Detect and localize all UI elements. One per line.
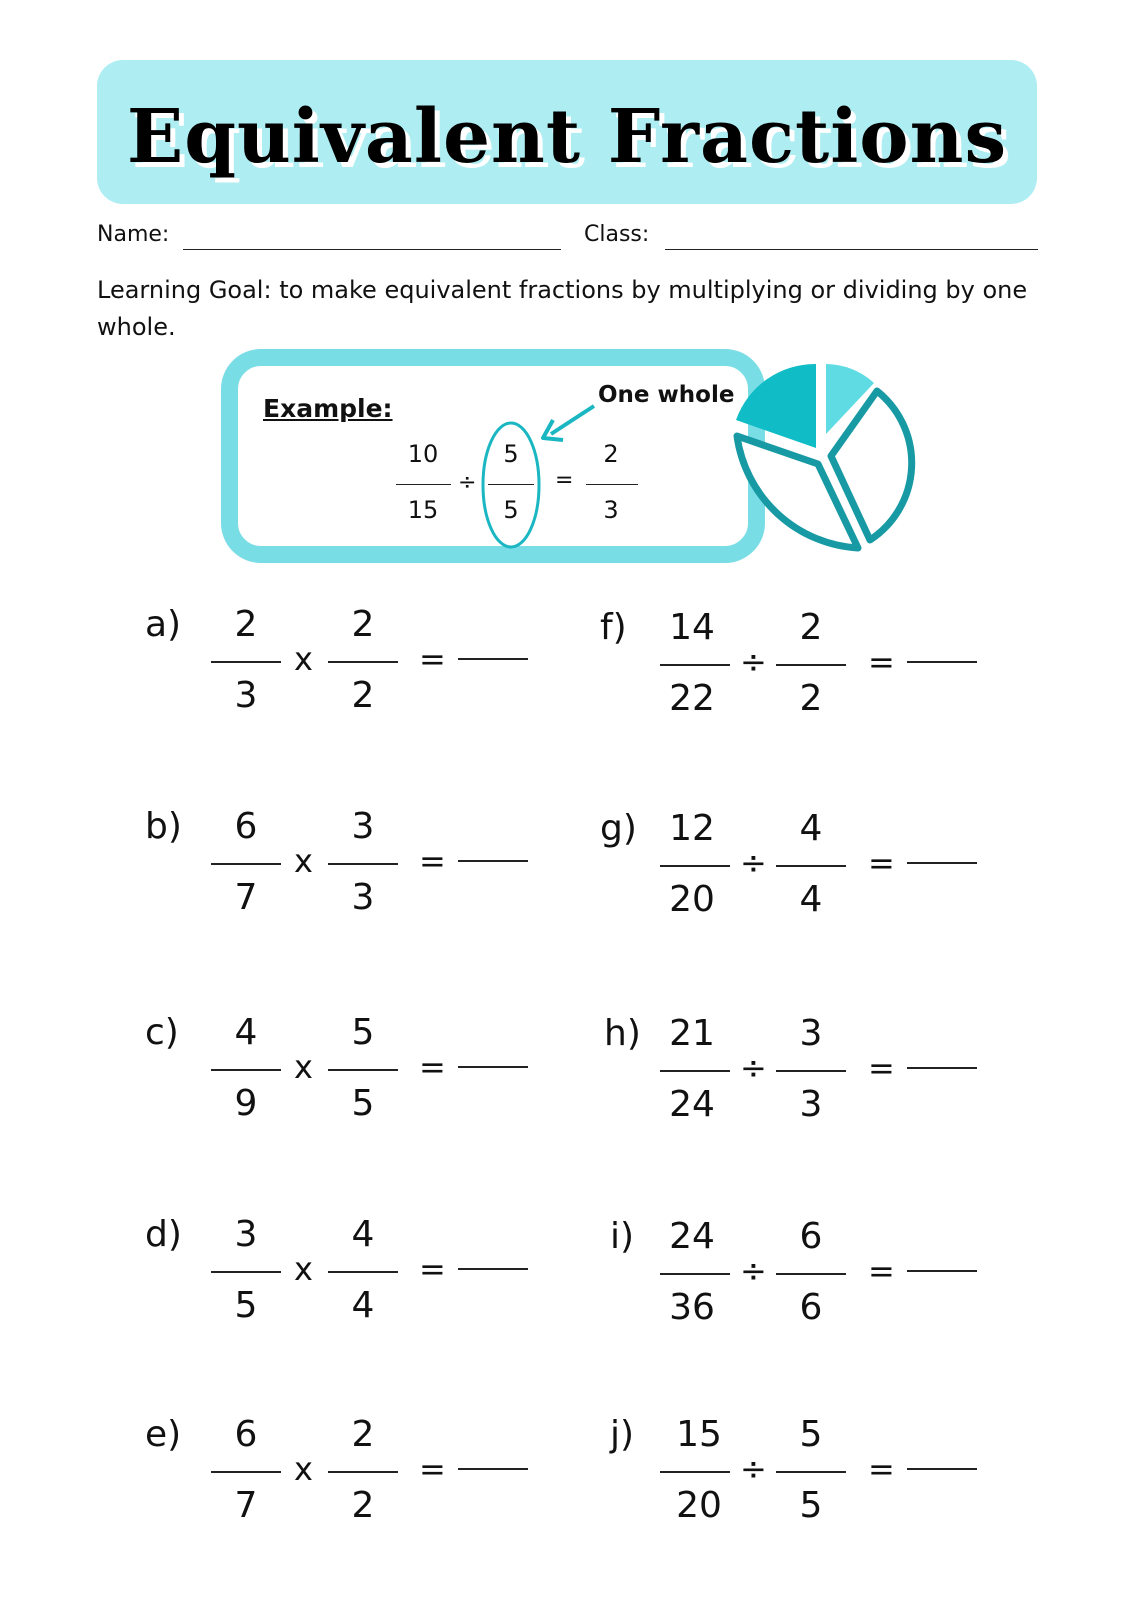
answer-line[interactable]	[458, 860, 528, 862]
problem-denominator-2: 2	[351, 675, 375, 716]
fraction-bar	[776, 1273, 846, 1275]
problem-operator: ÷	[740, 1252, 767, 1290]
fraction-bar	[776, 1471, 846, 1473]
arrow-icon	[543, 406, 594, 440]
learning-goal: Learning Goal: to make equivalent fractions by multiplying or dividing by one whole.	[97, 276, 1028, 341]
problem-numerator-1: 24	[669, 1216, 715, 1257]
problem-denominator-2: 6	[799, 1287, 823, 1328]
class-label: Class:	[584, 222, 650, 247]
example-fraction-bar	[396, 484, 451, 485]
problem-operator: ÷	[740, 643, 767, 681]
problem-numerator-2: 2	[351, 1414, 375, 1455]
fraction-bar	[211, 661, 281, 663]
problem-letter: f)	[600, 607, 627, 648]
problem-denominator-1: 3	[234, 675, 258, 716]
problem-denominator-2: 3	[351, 877, 375, 918]
problem-operator: ÷	[740, 1049, 767, 1087]
problem-numerator-1: 21	[669, 1013, 715, 1054]
problem-numerator-2: 6	[799, 1216, 823, 1257]
problem-denominator-2: 2	[351, 1485, 375, 1526]
problem-denominator-1: 9	[234, 1083, 258, 1124]
problem-equals: =	[419, 1048, 446, 1086]
problem-numerator-2: 2	[351, 604, 375, 645]
problem-numerator-1: 6	[234, 1414, 258, 1455]
problem-letter: g)	[600, 808, 637, 849]
problem-denominator-2: 5	[799, 1485, 823, 1526]
problem-numerator-2: 3	[351, 806, 375, 847]
problem-equals: =	[868, 643, 895, 681]
problem-operator: x	[294, 1250, 313, 1288]
fraction-bar	[660, 1471, 730, 1473]
problem-numerator-2: 5	[799, 1414, 823, 1455]
problem-denominator-1: 22	[669, 678, 715, 719]
example-numerator-2: 5	[503, 440, 519, 468]
example-numerator-1: 10	[407, 440, 439, 468]
problem-denominator-1: 20	[669, 879, 715, 920]
pie-chart-icon	[736, 364, 912, 548]
answer-line[interactable]	[458, 658, 528, 660]
fraction-bar	[328, 1069, 398, 1071]
problem-equals: =	[868, 1450, 895, 1488]
problem-operator: x	[294, 1450, 313, 1488]
example-fraction-bar	[586, 484, 638, 485]
fraction-bar	[660, 865, 730, 867]
problem-letter: h)	[604, 1013, 641, 1054]
problem-letter: j)	[610, 1414, 635, 1455]
problem-letter: a)	[145, 604, 182, 645]
problem-denominator-1: 7	[234, 1485, 258, 1526]
answer-line[interactable]	[907, 661, 977, 663]
example-result-numerator: 2	[603, 440, 619, 468]
fraction-bar	[211, 1271, 281, 1273]
problem-denominator-1: 7	[234, 877, 258, 918]
fraction-bar	[211, 863, 281, 865]
problem-equals: =	[419, 640, 446, 678]
problem-equals: =	[419, 1450, 446, 1488]
answer-line[interactable]	[907, 1067, 977, 1069]
problem-letter: d)	[145, 1214, 182, 1255]
problem-numerator-1: 6	[234, 806, 258, 847]
fraction-bar	[211, 1471, 281, 1473]
answer-line[interactable]	[458, 1268, 528, 1270]
fraction-bar	[776, 865, 846, 867]
problem-numerator-1: 15	[676, 1414, 722, 1455]
example-fraction-bar	[488, 484, 534, 485]
problem-equals: =	[419, 1250, 446, 1288]
problem-numerator-2: 4	[351, 1214, 375, 1255]
fraction-bar	[660, 664, 730, 666]
problem-equals: =	[419, 842, 446, 880]
problem-denominator-1: 36	[669, 1287, 715, 1328]
problem-numerator-2: 5	[351, 1012, 375, 1053]
example-operator: ÷	[458, 470, 477, 495]
answer-line[interactable]	[458, 1468, 528, 1470]
problem-numerator-2: 2	[799, 607, 823, 648]
example-denominator-2: 5	[503, 496, 519, 524]
fraction-bar	[328, 863, 398, 865]
problem-numerator-1: 14	[669, 607, 715, 648]
problem-letter: c)	[145, 1012, 179, 1053]
problem-equals: =	[868, 1049, 895, 1087]
problem-numerator-1: 4	[234, 1012, 258, 1053]
name-label: Name:	[97, 222, 170, 247]
problem-denominator-2: 5	[351, 1083, 375, 1124]
problem-numerator-1: 3	[234, 1214, 258, 1255]
problem-equals: =	[868, 1252, 895, 1290]
problem-equals: =	[868, 844, 895, 882]
problem-letter: b)	[145, 806, 182, 847]
fraction-bar	[328, 661, 398, 663]
problem-numerator-2: 3	[799, 1013, 823, 1054]
problem-denominator-2: 3	[799, 1084, 823, 1125]
problem-operator: ÷	[740, 1450, 767, 1488]
problem-denominator-2: 4	[351, 1285, 375, 1326]
fraction-bar	[660, 1070, 730, 1072]
problem-denominator-1: 24	[669, 1084, 715, 1125]
fraction-bar	[776, 664, 846, 666]
answer-line[interactable]	[907, 1468, 977, 1470]
problem-denominator-2: 4	[799, 879, 823, 920]
problem-numerator-1: 12	[669, 808, 715, 849]
answer-line[interactable]	[907, 1270, 977, 1272]
fraction-bar	[211, 1069, 281, 1071]
example-label: Example:	[263, 394, 393, 423]
example-equals: =	[555, 468, 574, 493]
problem-numerator-1: 2	[234, 604, 258, 645]
problem-operator: x	[294, 1048, 313, 1086]
problem-denominator-1: 20	[676, 1485, 722, 1526]
problem-letter: i)	[610, 1216, 635, 1257]
answer-line[interactable]	[458, 1066, 528, 1068]
problem-denominator-1: 5	[234, 1285, 258, 1326]
fraction-bar	[776, 1070, 846, 1072]
problem-denominator-2: 2	[799, 678, 823, 719]
problem-letter: e)	[145, 1414, 182, 1455]
example-result-denominator: 3	[603, 496, 619, 524]
fraction-bar	[328, 1271, 398, 1273]
page-title: Equivalent Fractions	[126, 94, 1008, 180]
problem-operator: x	[294, 842, 313, 880]
fraction-bar	[660, 1273, 730, 1275]
fraction-bar	[328, 1471, 398, 1473]
problem-numerator-2: 4	[799, 808, 823, 849]
one-whole-annotation: One whole	[598, 382, 735, 408]
problem-operator: x	[294, 640, 313, 678]
answer-line[interactable]	[907, 862, 977, 864]
example-denominator-1: 15	[407, 496, 439, 524]
problem-operator: ÷	[740, 844, 767, 882]
